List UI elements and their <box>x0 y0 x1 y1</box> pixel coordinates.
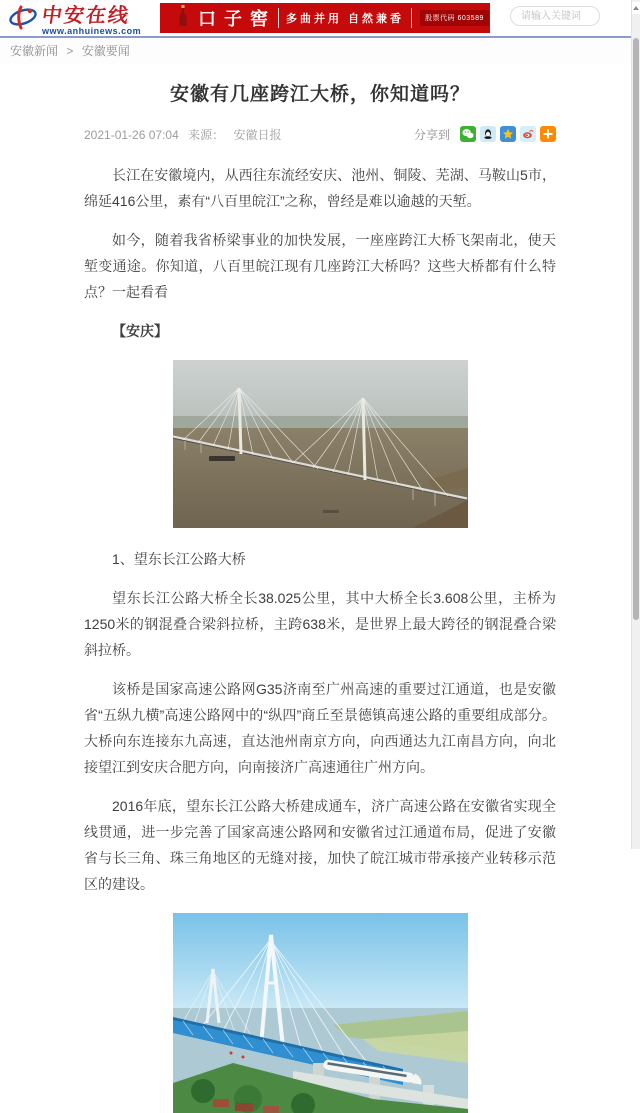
publish-date: 2021-01-26 07:04 <box>84 127 179 142</box>
article-photo-bridge-aerial <box>173 360 468 528</box>
scroll-up-button[interactable] <box>632 2 640 14</box>
article-meta-left <box>84 126 287 143</box>
banner-ad[interactable] <box>160 3 490 33</box>
site-url: www.anhuinews.com <box>42 25 142 36</box>
breadcrumb-separator: > <box>66 44 74 58</box>
paragraph: 望东长江公路大桥全长38.025公里，其中大桥全长3.608公里，主桥为1250米的钢混叠合梁斜拉桥，主跨638米，是世界上最大跨径的钢混叠合梁斜拉桥。 <box>84 590 556 658</box>
paragraph: 如今，随着我省桥梁事业的加快发展，一座座跨江大桥飞架南北，使天堑变通途。你知道，八百里皖江现有几座跨江大桥吗？这些大桥都有什么特点？一起看看 <box>84 232 556 300</box>
banner-stock-code: 股票代码 603589 <box>420 10 489 26</box>
breadcrumb-link-anhui-news[interactable]: 安徽新闻 <box>10 44 59 58</box>
share-label: 分享到 <box>413 127 450 142</box>
section-heading-anqing: 【安庆】 <box>112 323 168 339</box>
paragraph: 长江在安徽境内，从西往东流经安庆、池州、铜陵、芜湖、马鞍山5市，绵延416公里，素有“八百里皖江”之称，曾经是难以逾越的天堑。 <box>84 167 556 209</box>
article-meta <box>84 124 556 144</box>
search-input[interactable] <box>510 6 600 26</box>
article-title: 安徽有几座跨江大桥，你知道吗？ <box>169 84 470 105</box>
banner-slogan: 多曲并用 自然兼香 <box>278 8 412 28</box>
paragraph: 该桥是国家高速公路网G35济南至广州高速的重要过江通道，也是安徽省“五纵九横”高速公路网中的“纵四”商丘至景德镇高速公路的重要组成部分。大桥向东连接东九高速，直达池州南京方向，向西通达九江南昌方向，向北接望江到安庆合肥方向，向南接济广高速通往广州方向。 <box>84 681 556 775</box>
banner-brand: 口子窖 <box>198 9 276 29</box>
site-logo-text <box>42 6 141 36</box>
wechat-share-icon[interactable] <box>460 126 476 142</box>
article-photo-bridge-train <box>173 913 468 1113</box>
qzone-share-icon[interactable] <box>500 126 516 142</box>
article <box>0 80 632 1113</box>
scrollbar[interactable] <box>631 0 640 849</box>
site-logo[interactable] <box>8 3 141 38</box>
paragraph: 2016年底，望东长江公路大桥建成通车，济广高速公路在安徽省实现全线贯通，进一步完善了国家高速公路网和安徽省过江通道布局，促进了安徽省与长三角、珠三角地区的无缝对接，加快了皖江城市带承接产业转移示范区的建设。 <box>84 798 556 892</box>
site-logo-icon <box>8 3 38 38</box>
source-label: 来源： <box>188 127 225 142</box>
bottle-icon <box>178 5 188 32</box>
more-share-icon[interactable] <box>540 126 556 142</box>
breadcrumb-link-anhui-yaowen[interactable]: 安徽要闻 <box>81 44 130 58</box>
weibo-share-icon[interactable] <box>520 126 536 142</box>
scrollbar-thumb[interactable] <box>633 38 639 620</box>
source-name: 安徽日报 <box>233 127 282 142</box>
qq-share-icon[interactable] <box>480 126 496 142</box>
bridge-section-title: 1、望东长江公路大桥 <box>112 551 246 567</box>
breadcrumb <box>0 38 632 64</box>
site-header <box>0 0 632 36</box>
site-name: 中安在线 <box>40 4 132 27</box>
share-bar <box>414 126 556 143</box>
article-body <box>84 162 556 1113</box>
